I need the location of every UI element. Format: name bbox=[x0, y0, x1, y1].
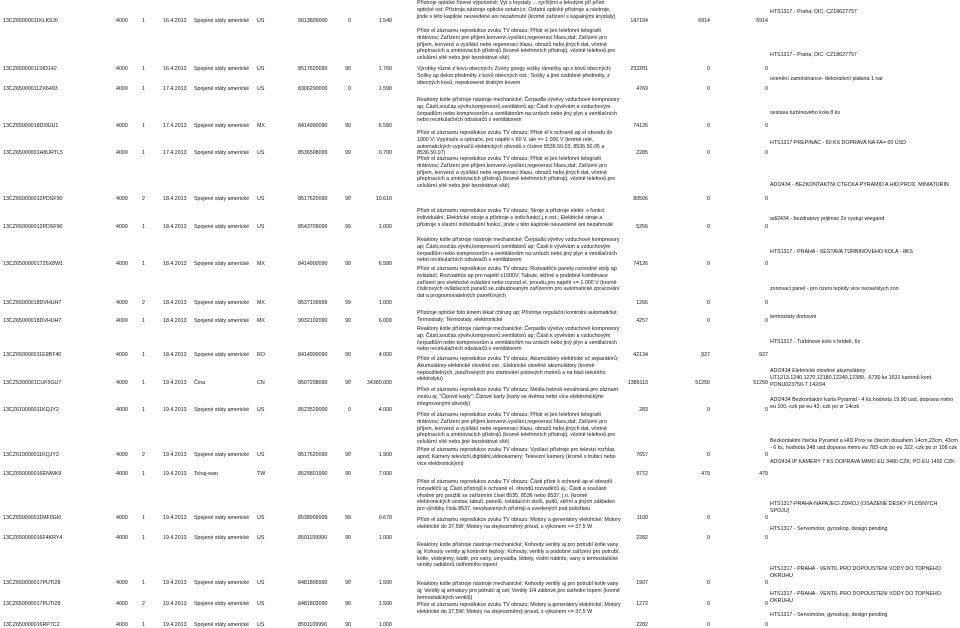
goods-description: Přístroje optické řízené výpočetně; Vyr s krystaly ... rychlými a tekutými pří přístr optické ost; Přístroje,nástroje optické ostatní,n; Ostatní optické přístroje a nástroje, jinde v této kapitole neuvedené ani nezahrnuté (kromě zařízení s kapalnými krystaly) bbox=[417, 0, 616, 20]
record-id: 13CZ65000011SID142 bbox=[3, 66, 57, 72]
record-id: 13CZ650000016ENWK9 bbox=[3, 471, 62, 477]
record-id: 13CZ650000016F4KRY4 bbox=[3, 535, 63, 541]
tariff-code: 9013809000 bbox=[298, 18, 328, 24]
code-a: 4000 bbox=[116, 224, 128, 230]
country-code: US bbox=[257, 601, 265, 607]
weight-value: 1.760 bbox=[378, 66, 392, 72]
weight-value: 1.500 bbox=[378, 601, 392, 607]
duty-total: 0 bbox=[765, 261, 768, 267]
record-date: 19.4.2013 bbox=[163, 622, 187, 628]
tariff-suffix: 99 bbox=[345, 515, 351, 521]
goods-description: Přístr el záznamu reprodukce zvuku TV obrazu; Stroje a přístroje elektr. s funkcí individuální; Elektrické stroje a přístroje s indiv.funkcí,j.n.ost.; Elektrické stroje a přístroje s vlastní individuální funkcí, jinde v této kapitole neuvedené ani nezahrnuté bbox=[417, 208, 614, 228]
record-date: 18.4.2013 bbox=[163, 300, 187, 306]
invoice-value: 4257 bbox=[636, 318, 648, 324]
tariff-code: 8501109990 bbox=[298, 622, 328, 628]
goods-description: Přístr el záznamu reprodukce zvuku TV obrazu; Rozvaděče panely rozvodné stoly ap ovládací; Rozvaděče ap pro napětí ≤1000V; Tabule, skříně a podobné kombinace zařízení pro elektrické ovládání nebo rozvod el. proudu,pro napětí <= 1 000 V (kromě číslicových ovládacích panelů se zabudovaným zařízením pro automatické zpracování dat a programovatelných paměťových bbox=[417, 266, 620, 300]
tariff-suffix: 90 bbox=[345, 452, 351, 458]
duty-total: 0 bbox=[765, 515, 768, 521]
country-code: US bbox=[257, 18, 265, 24]
goods-description: Přístr el záznamu reprodukce zvuku TV obrazu; Přístr el pro telefonní telegrafii drátovou; Zařízení pro příjem,konverzi,vysílání,regeneraci hlasu,dat; Zařízení pro příjem, konverzi a vysílání nebo regeneraci hlasu, obrazů nebo jiných dat, včetně přepínacích a směrovacích přístrojů (kromě telefonních přístrojů, včetně telefonů pro celulární sítě nebo jiné bezdrátové sítě) bbox=[417, 412, 616, 446]
record-date: 17.4.2013 bbox=[163, 86, 187, 92]
item-number: 1 bbox=[142, 622, 145, 628]
tariff-code: 8525801990 bbox=[298, 471, 328, 477]
origin-country: Spojené státy americké bbox=[194, 196, 250, 202]
invoice-value: 1272 bbox=[636, 601, 648, 607]
record-date: 17.4.2013 bbox=[163, 150, 187, 156]
weight-value: 0.670 bbox=[378, 515, 392, 521]
goods-note: ADI2434 Elektrické olověné akumulátory UT1213,1240,1270,12180,12240,12380, -5730 ks 1631 kartonů kont. PONU023750-7 142/04 bbox=[770, 368, 933, 388]
tariff-code: 8536508099 bbox=[298, 150, 328, 156]
country-code: US bbox=[257, 150, 265, 156]
invoice-value: 7657 bbox=[636, 452, 648, 458]
country-code: US bbox=[257, 224, 265, 230]
invoice-value: 283 bbox=[639, 407, 648, 413]
country-code: CN bbox=[257, 380, 265, 386]
weight-value: 1.590 bbox=[378, 86, 392, 92]
goods-note: HTS1317 - PRAHA - VENTIL PRO DOPOUSTENI VODY DO TOPNEHO OKRUHU bbox=[770, 566, 941, 579]
code-a: 4000 bbox=[116, 66, 128, 72]
invoice-value: 5256 bbox=[636, 224, 648, 230]
tariff-code: 8414900090 bbox=[298, 352, 328, 358]
goods-note: sestava turbínového kola 8 ks bbox=[770, 110, 841, 116]
goods-note: HTS1317 - Praha; DIC: CZ18627757 bbox=[770, 52, 857, 58]
duty-total: 0 bbox=[765, 224, 768, 230]
duty-value: 927 bbox=[701, 352, 710, 358]
country-code: US bbox=[257, 86, 265, 92]
weight-value: 0.700 bbox=[378, 150, 392, 156]
origin-country: Spojené státy americké bbox=[194, 601, 250, 607]
origin-country: Spojené státy americké bbox=[194, 535, 250, 541]
tariff-code: 8543709099 bbox=[298, 224, 328, 230]
duty-value: 0 bbox=[707, 407, 710, 413]
tariff-code: 8414900090 bbox=[298, 261, 328, 267]
record-date: 19.4.2013 bbox=[163, 471, 187, 477]
tariff-code: 8507208090 bbox=[298, 380, 328, 386]
duty-total: 0 bbox=[765, 150, 768, 156]
code-a: 4000 bbox=[116, 515, 128, 521]
goods-note: ADI2434 IP KAMERY 7 KS DOPRAVA MIMO EU 3480 CZK, PO EU 1492 CZK bbox=[770, 459, 955, 465]
invoice-value: 2282 bbox=[636, 535, 648, 541]
weight-value: 7.000 bbox=[378, 471, 392, 477]
code-a: 4000 bbox=[116, 261, 128, 267]
origin-country: Spojené státy americké bbox=[194, 261, 250, 267]
code-a: 4000 bbox=[116, 196, 128, 202]
tariff-code: 8523529000 bbox=[298, 407, 328, 413]
country-code: US bbox=[257, 66, 265, 72]
code-a: 4000 bbox=[116, 601, 128, 607]
weight-value: 1.000 bbox=[378, 535, 392, 541]
item-number: 2 bbox=[142, 452, 145, 458]
weight-value: 6.000 bbox=[378, 318, 392, 324]
weight-value: 6.580 bbox=[378, 261, 392, 267]
duty-total: 0 bbox=[765, 86, 768, 92]
tariff-code: 8481805990 bbox=[298, 580, 328, 586]
weight-value: 1.000 bbox=[378, 622, 392, 628]
item-number: 2 bbox=[142, 196, 145, 202]
goods-note: HTS1317-PRAHA-NAPAJECI ZDROJ (OSAZENE DESKY PLOSNYCH SPOJU) bbox=[770, 501, 938, 514]
record-date: 19.4.2013 bbox=[163, 407, 187, 413]
record-id: 13CZ650000012PDSF90 bbox=[3, 196, 63, 202]
record-id: 13CZ650000017Z6X8W1 bbox=[3, 261, 64, 267]
country-code: US bbox=[257, 580, 265, 586]
goods-note: HTS1317 - Servomotor, gyroskop, design pending bbox=[770, 526, 888, 532]
code-a: 4000 bbox=[116, 318, 128, 324]
duty-value: 0 bbox=[707, 196, 710, 202]
weight-value: 1.540 bbox=[378, 18, 392, 24]
item-number: 1 bbox=[142, 66, 145, 72]
goods-note: ADI2434 - BEZKONTAKTNI CTECKA PYRAMID A HID PROX, MINIATURIN bbox=[770, 182, 949, 188]
duty-total: 0 bbox=[765, 580, 768, 586]
origin-country: Spojené státy americké bbox=[194, 452, 250, 458]
country-code: US bbox=[257, 515, 265, 521]
record-id: 13CZ65000018DVHUH7 bbox=[3, 318, 62, 324]
code-a: 4000 bbox=[116, 380, 128, 386]
record-id: 13CZ65000001H8URTL5 bbox=[3, 150, 63, 156]
tariff-code: 8517620090 bbox=[298, 66, 328, 72]
duty-value: 6914 bbox=[698, 18, 710, 24]
duty-value: 0 bbox=[707, 123, 710, 129]
record-id: 13CZ650000017PUTI28 bbox=[3, 601, 61, 607]
goods-description: Reaktory kotle přístroje nástroje mechanické; Kohouty ventily aj pro potrubí kotle vany aj; Kohouty ventily aj kontrolní teploty; Kohouty, ventily a podobné zařízení pro potrubí, kotle, vodojemy, kádě, pro vany, umyvadla, bidety, vodní nádrže, vany a termostatické ventily radiátorů ústředního topení bbox=[417, 542, 620, 569]
goods-description: Přístr el záznamu reprodukce zvuku TV obrazu; Přístr el k ochraně ap el obvodu do 1000 V; Vypínače a spínače, pro napětí < 60 V, ale => 1 000 V (kromě relé, automatických vypínačů elektrických obvodů s číslem 8536.50.03, 8536.50.05 a 8536.50.07) bbox=[417, 130, 613, 157]
tariff-code: 9032102090 bbox=[298, 318, 328, 324]
country-code: US bbox=[257, 622, 265, 628]
origin-country: Spojené státy americké bbox=[194, 352, 250, 358]
tariff-suffix: 90 bbox=[345, 601, 351, 607]
code-a: 4000 bbox=[116, 18, 128, 24]
item-number: 1 bbox=[142, 580, 145, 586]
origin-country: Spojené státy americké bbox=[194, 407, 250, 413]
tariff-code: 8517620090 bbox=[298, 452, 328, 458]
goods-description: Přístr el záznamu reprodukce zvuku TV obrazu; Motory a generátory elektrické; Motory elektrické do 37,5W; Motory na stejnosměrný proud, s výkonem <= 37,5 W bbox=[417, 602, 621, 615]
weight-value: 4.000 bbox=[378, 352, 392, 358]
record-id: 13CZ65000011KLK9J0 bbox=[3, 18, 58, 24]
invoice-value: 74126 bbox=[633, 123, 648, 129]
item-number: 1 bbox=[142, 515, 145, 521]
record-id: 13CZ65000011ZX6493 bbox=[3, 86, 58, 92]
tariff-suffix: 99 bbox=[345, 300, 351, 306]
weight-value: 1.000 bbox=[378, 224, 392, 230]
origin-country: Spojené státy americké bbox=[194, 318, 250, 324]
country-code: MX bbox=[257, 318, 265, 324]
duty-total: 51250 bbox=[753, 380, 768, 386]
duty-value: 0 bbox=[707, 300, 710, 306]
record-id: 13CZ65000018DI9UU1 bbox=[3, 123, 59, 129]
record-date: 18.4.2013 bbox=[163, 352, 187, 358]
record-id: 13CZ610000011KQJY2 bbox=[3, 452, 59, 458]
record-date: 17.4.2013 bbox=[163, 123, 187, 129]
goods-description: Přístr el záznamu reprodukce zvuku TV obrazu; Média hotová nenahraná pro záznam zvuku aj; "Čipové karty"; Čipové karty (karty se dvěma nebo více elektronickými integrovanými obvody) bbox=[417, 387, 618, 407]
code-a: 4000 bbox=[116, 300, 128, 306]
goods-description: Přístr el záznamu reprodukce zvuku TV obrazu; Přístr el pro telefonní telegrafii drátovou; Zařízení pro příjem,konverzi,vysílání,regeneraci hlasu,dat; Zařízení pro příjem, konverzi a vysílání nebo regeneraci hlasu, obrazů nebo jiných dat, včetně přepínacích a směrovacích přístrojů (kromě telefonních přístrojů, včetně telefonů pro celulární sítě nebo jiné bezdrátové sítě) bbox=[417, 156, 616, 190]
item-number: 2 bbox=[142, 601, 145, 607]
invoice-value: 2282 bbox=[636, 622, 648, 628]
duty-total: 0 bbox=[765, 407, 768, 413]
goods-description: Přístr el záznamu reprodukce zvuku TV obrazu; Vysílací přístroje pro televizi rozhlas apod; Kamery televizní,digitální,videokamery; Televizní kamery (kromě s trubicí nebo více elektronickými) bbox=[417, 447, 616, 467]
goods-note: Bezkontaktní čtečka Pyramid a HID Prox se čtecím dosahem 14cm,23cm, 43cm - 6 ks, hodnota 348 usd,doprava mimo eu 783-czk po eu 322,-czk po zr 108 czk bbox=[770, 438, 958, 451]
tariff-suffix: 0 bbox=[348, 18, 351, 24]
record-date: 18.4.2013 bbox=[163, 196, 187, 202]
duty-total: 0 bbox=[765, 452, 768, 458]
goods-description: Reaktory kotle přístroje nástroje mechanické; Čerpadla vývěvy vzduchové kompresory ap; Části,součás.vývěv,kompresorů,ventilátorů ap; Části k vývěvám a vzduchovým čerpadlům nebo kompresorům a ventilátorům na vzduch nebo jiný plyn a ventilačních nebo recirkulačních odsávačů s ventilátorem bbox=[417, 326, 620, 353]
item-number: 1 bbox=[142, 318, 145, 324]
goods-note: HTS1317 - PRAHA - VENTIL PRO DOPOUSTENI VODY DO TOPNEHO OKRUHU bbox=[770, 591, 941, 604]
tariff-suffix: 90 bbox=[345, 318, 351, 324]
code-a: 4000 bbox=[116, 407, 128, 413]
duty-total: 6914 bbox=[756, 18, 768, 24]
tariff-suffix: 99 bbox=[345, 224, 351, 230]
tariff-code: 8481803090 bbox=[298, 601, 328, 607]
goods-description: Přístr el záznamu reprodukce zvuku TV obrazu; Části přístr k ochraně ap el obvodů rozvaděčů aj; Části přístrojů k ochraně el. obvodů,rozvaděčů aj.; Části a součásti vhodné pro použití se zařízením čísel 8535, 8536 nebo 8537, j.n. (kromě elektronických sestav, tabulí, panelů, ovládacích stolů, pultů, skříní a jiných základen pro výrobky čísla 8537, nevybavených přístroji a uvedených pod položkou bbox=[417, 479, 616, 513]
record-date: 19.4.2013 bbox=[163, 380, 187, 386]
tariff-suffix: 90 bbox=[345, 535, 351, 541]
country-code: US bbox=[257, 452, 265, 458]
record-date: 18.4.2013 bbox=[163, 318, 187, 324]
tariff-code: 8306290000 bbox=[298, 86, 328, 92]
weight-value: 4.000 bbox=[378, 407, 392, 413]
goods-note: HTS1317 - PRAHA - SESTAVA TURBINOVEHO KOLA - 8KS bbox=[770, 249, 913, 255]
record-id: 13CZ650000017PUTI28 bbox=[3, 580, 61, 586]
item-number: 1 bbox=[142, 224, 145, 230]
duty-value: 0 bbox=[707, 261, 710, 267]
country-code: MX bbox=[257, 123, 265, 129]
weight-value: 1.500 bbox=[378, 580, 392, 586]
goods-note: HTS1317 PREPINAC - 60 KS DOPRAVA NA FA= 60 USD bbox=[770, 140, 906, 146]
goods-description: Reaktory kotle přístroje nástroje mechanické; Čerpadla vývěvy vzduchové kompresory ap; Části,součás.vývěv,kompresorů,ventilátorů ap; Části k vývěvám a vzduchovým čerpadlům nebo kompresorům a ventilátorům na vzduch nebo jiný plyn a ventilačních nebo recirkulačních odsávačů s ventilátorem bbox=[417, 237, 620, 264]
duty-value: 0 bbox=[707, 622, 710, 628]
duty-value: 0 bbox=[707, 515, 710, 521]
tariff-suffix: 90 bbox=[345, 196, 351, 202]
tariff-code: 8538909999 bbox=[298, 515, 328, 521]
goods-description: Přístr el záznamu reprodukce zvuku TV obrazu; Přístr el pro telefonní telegrafii drátovou; Zařízení pro příjem,konverzi,vysílání,regeneraci hlasu,dat; Zařízení pro příjem, konverzi a vysílání nebo regeneraci hlasu, obrazů nebo jiných dat, včetně přepínacích a směrovacích přístrojů (kromě telefonních přístrojů, včetně telefonů pro celulární sítě nebo jiné bezdrátové sítě) bbox=[417, 28, 616, 62]
goods-note: ADI2434 Bezkontaktní karta Pyramid - 4 ks,hodnota 19,90 usd, doprava mimo eu 100,-czk po eu 43,-czk po zr 14czk bbox=[770, 397, 954, 410]
goods-description: Přístr el záznamu reprodukce zvuku TV obrazu; Motory a generátory elektrické; Motory elektrické do 37,5W; Motory na stejnosměrný proud, s výkonem <= 37,5 W bbox=[417, 517, 621, 530]
goods-note: ocenění zaměstnance- dekorativní plaketa 1 nar bbox=[770, 76, 884, 82]
goods-description: Přístroje optické foto kinem lékař chirurg ap; Přístroje regulační kontrolní automatické; Termostaty; Termostaty, elektronické bbox=[417, 310, 619, 323]
duty-total: 0 bbox=[765, 123, 768, 129]
goods-note: termostaty domovni bbox=[770, 314, 817, 320]
tariff-suffix: 99 bbox=[345, 150, 351, 156]
item-number: 1 bbox=[142, 380, 145, 386]
record-date: 19.4.2013 bbox=[163, 580, 187, 586]
origin-country: Spojené státy americké bbox=[194, 123, 250, 129]
tariff-suffix: 90 bbox=[345, 380, 351, 386]
goods-description: Přístr el záznamu reprodukce zvuku TV obrazu; Akumulátory elektrické vč separátorů; Akumulátory elektrické olověné ost.; Elektrické olověné akumulátory (kromě nepoužitelných, používaných pro startování pístových motorů a na bázi tekutého elektrolytu) bbox=[417, 356, 619, 383]
weight-value: 1.000 bbox=[378, 300, 392, 306]
duty-value: 479 bbox=[701, 471, 710, 477]
tariff-code: 8414900090 bbox=[298, 123, 328, 129]
duty-value: 0 bbox=[707, 150, 710, 156]
duty-total: 0 bbox=[765, 66, 768, 72]
tariff-code: 8501109990 bbox=[298, 535, 328, 541]
item-number: 2 bbox=[142, 300, 145, 306]
tariff-suffix: 90 bbox=[345, 66, 351, 72]
origin-country: Spojené státy americké bbox=[194, 515, 250, 521]
code-a: 4000 bbox=[116, 535, 128, 541]
record-date: 19.4.2013 bbox=[163, 601, 187, 607]
code-a: 4000 bbox=[116, 622, 128, 628]
record-date: 19.4.2013 bbox=[163, 535, 187, 541]
invoice-value: 147104 bbox=[630, 18, 648, 24]
record-date: 19.4.2013 bbox=[163, 452, 187, 458]
goods-note: HTS1317 - Turbinove kolo s hridelí, 6x bbox=[770, 339, 861, 345]
item-number: 1 bbox=[142, 18, 145, 24]
invoice-value: 74126 bbox=[633, 261, 648, 267]
record-id: 13CZ5300001CUF5GU7 bbox=[3, 380, 62, 386]
country-code: MX bbox=[257, 261, 265, 267]
origin-country: Spojené státy americké bbox=[194, 622, 250, 628]
tariff-suffix: 90 bbox=[345, 580, 351, 586]
record-id: 13CZ650000012PDSF90 bbox=[3, 224, 63, 230]
goods-description: Reaktory kotle přístroje nástroje mechanické; Kohouty ventily aj pro potrubí kotle vany aj; Ventily aj armatury pro potrubí aj ost; Ventily 1/4 zátkové,pro ústřední topení (kromě termostatických ventilů) bbox=[417, 581, 620, 601]
invoice-value: 42134 bbox=[633, 352, 648, 358]
tariff-code: 8517620090 bbox=[298, 196, 328, 202]
duty-value: 0 bbox=[707, 601, 710, 607]
invoice-value: 1907 bbox=[636, 580, 648, 586]
origin-country: Spojené státy americké bbox=[194, 150, 250, 156]
goods-note: HTS1317 - Servomotor, gyroskop, design pending bbox=[770, 612, 888, 618]
weight-value: 1.900 bbox=[378, 452, 392, 458]
item-number: 1 bbox=[142, 123, 145, 129]
code-a: 4000 bbox=[116, 452, 128, 458]
item-number: 1 bbox=[142, 261, 145, 267]
duty-value: 0 bbox=[707, 66, 710, 72]
duty-total: 0 bbox=[765, 196, 768, 202]
origin-country: Spojené státy americké bbox=[194, 18, 250, 24]
duty-total: 0 bbox=[765, 601, 768, 607]
record-date: 16.4.2013 bbox=[163, 66, 187, 72]
origin-country: Spojené státy americké bbox=[194, 300, 250, 306]
invoice-value: 1266 bbox=[636, 300, 648, 306]
item-number: 1 bbox=[142, 535, 145, 541]
duty-total: 0 bbox=[765, 622, 768, 628]
item-number: 1 bbox=[142, 407, 145, 413]
weight-value: 6.580 bbox=[378, 123, 392, 129]
invoice-value: 4769 bbox=[636, 86, 648, 92]
item-number: 1 bbox=[142, 150, 145, 156]
origin-country: Spojené státy americké bbox=[194, 66, 250, 72]
tariff-suffix: 90 bbox=[345, 352, 351, 358]
goods-description: Výrobky různé z kovu obecných; Zvony gongy sošky rámečky ap z kovů obecných; Sošky ap dekor.předměty z kovů obecných ost.; Sošky a jiné ozdobné předměty, z obecných kovů, nepokovené drahým kovem bbox=[417, 66, 612, 86]
invoice-value: 232201 bbox=[630, 66, 648, 72]
origin-country: Spojené státy americké bbox=[194, 580, 250, 586]
item-number: 1 bbox=[142, 352, 145, 358]
goods-note: zonovaci panel - pro rizeni teploty vice nezavislych zon bbox=[770, 286, 899, 292]
item-number: 1 bbox=[142, 471, 145, 477]
invoice-value: 1385113 bbox=[627, 380, 648, 386]
duty-total: 0 bbox=[765, 300, 768, 306]
duty-value: 0 bbox=[707, 452, 710, 458]
duty-value: 51250 bbox=[695, 380, 710, 386]
duty-value: 0 bbox=[707, 224, 710, 230]
origin-country: Spojené státy americké bbox=[194, 224, 250, 230]
tariff-suffix: 0 bbox=[348, 86, 351, 92]
goods-description: Reaktory kotle přístroje nástroje mechanické; Čerpadla vývěvy vzduchové kompresory ap; Části,součás.vývěv,kompresorů,ventilátorů ap; Části k vývěvám a vzduchovým čerpadlům nebo kompresorům a ventilátorům na vzduch nebo jiný plyn a ventilačních nebo recirkulačních odsávačů s ventilátorem bbox=[417, 97, 620, 124]
duty-total: 0 bbox=[765, 318, 768, 324]
code-a: 4000 bbox=[116, 580, 128, 586]
invoice-value: 9772 bbox=[636, 471, 648, 477]
record-id: 13CZ65000018DVHUH7 bbox=[3, 300, 62, 306]
duty-value: 0 bbox=[707, 86, 710, 92]
country-code: MX bbox=[257, 300, 265, 306]
record-date: 18.4.2013 bbox=[163, 224, 187, 230]
record-date: 19.4.2013 bbox=[163, 515, 187, 521]
item-number: 1 bbox=[142, 86, 145, 92]
record-date: 16.4.2013 bbox=[163, 18, 187, 24]
duty-value: 0 bbox=[707, 535, 710, 541]
origin-country: Tchaj-wan bbox=[194, 471, 218, 477]
record-date: 18.4.2013 bbox=[163, 261, 187, 267]
duty-total: 0 bbox=[765, 535, 768, 541]
weight-value: 34380.000 bbox=[366, 380, 392, 386]
code-a: 4000 bbox=[116, 352, 128, 358]
invoice-value: 80506 bbox=[633, 196, 648, 202]
tariff-code: 8537109999 bbox=[298, 300, 328, 306]
tariff-suffix: 90 bbox=[345, 471, 351, 477]
country-code: US bbox=[257, 407, 265, 413]
invoice-value: 2285 bbox=[636, 150, 648, 156]
invoice-value: 1100 bbox=[636, 515, 648, 521]
record-id: 13CZ650000011MF0GI0 bbox=[3, 515, 62, 521]
duty-value: 0 bbox=[707, 318, 710, 324]
tariff-suffix: 90 bbox=[345, 261, 351, 267]
duty-total: 927 bbox=[759, 352, 768, 358]
country-code: TW bbox=[257, 471, 266, 477]
code-a: 4000 bbox=[116, 86, 128, 92]
tariff-suffix: 90 bbox=[345, 622, 351, 628]
code-a: 4000 bbox=[116, 471, 128, 477]
goods-note: HTS1317 - Praha; DIC: CZ18627757 bbox=[770, 9, 857, 15]
code-a: 4000 bbox=[116, 123, 128, 129]
code-a: 4000 bbox=[116, 150, 128, 156]
record-id: 13CZ650000011E9BT40 bbox=[3, 352, 62, 358]
weight-value: 10.610 bbox=[375, 196, 392, 202]
duty-value: 0 bbox=[707, 580, 710, 586]
duty-total: 479 bbox=[759, 471, 768, 477]
origin-country: Spojené státy americké bbox=[194, 86, 250, 92]
record-id: 13CZ650000016RP7C2 bbox=[3, 622, 60, 628]
goods-note: adi2434 - bezdratovy prijimac 2x vystup wiegand bbox=[770, 216, 885, 222]
record-id: 13CZ610000011KQJY2 bbox=[3, 407, 59, 413]
tariff-suffix: 90 bbox=[345, 123, 351, 129]
country-code: RO bbox=[257, 352, 265, 358]
country-code: US bbox=[257, 535, 265, 541]
origin-country: Čína bbox=[194, 380, 206, 386]
tariff-suffix: 0 bbox=[348, 407, 351, 413]
country-code: US bbox=[257, 196, 265, 202]
